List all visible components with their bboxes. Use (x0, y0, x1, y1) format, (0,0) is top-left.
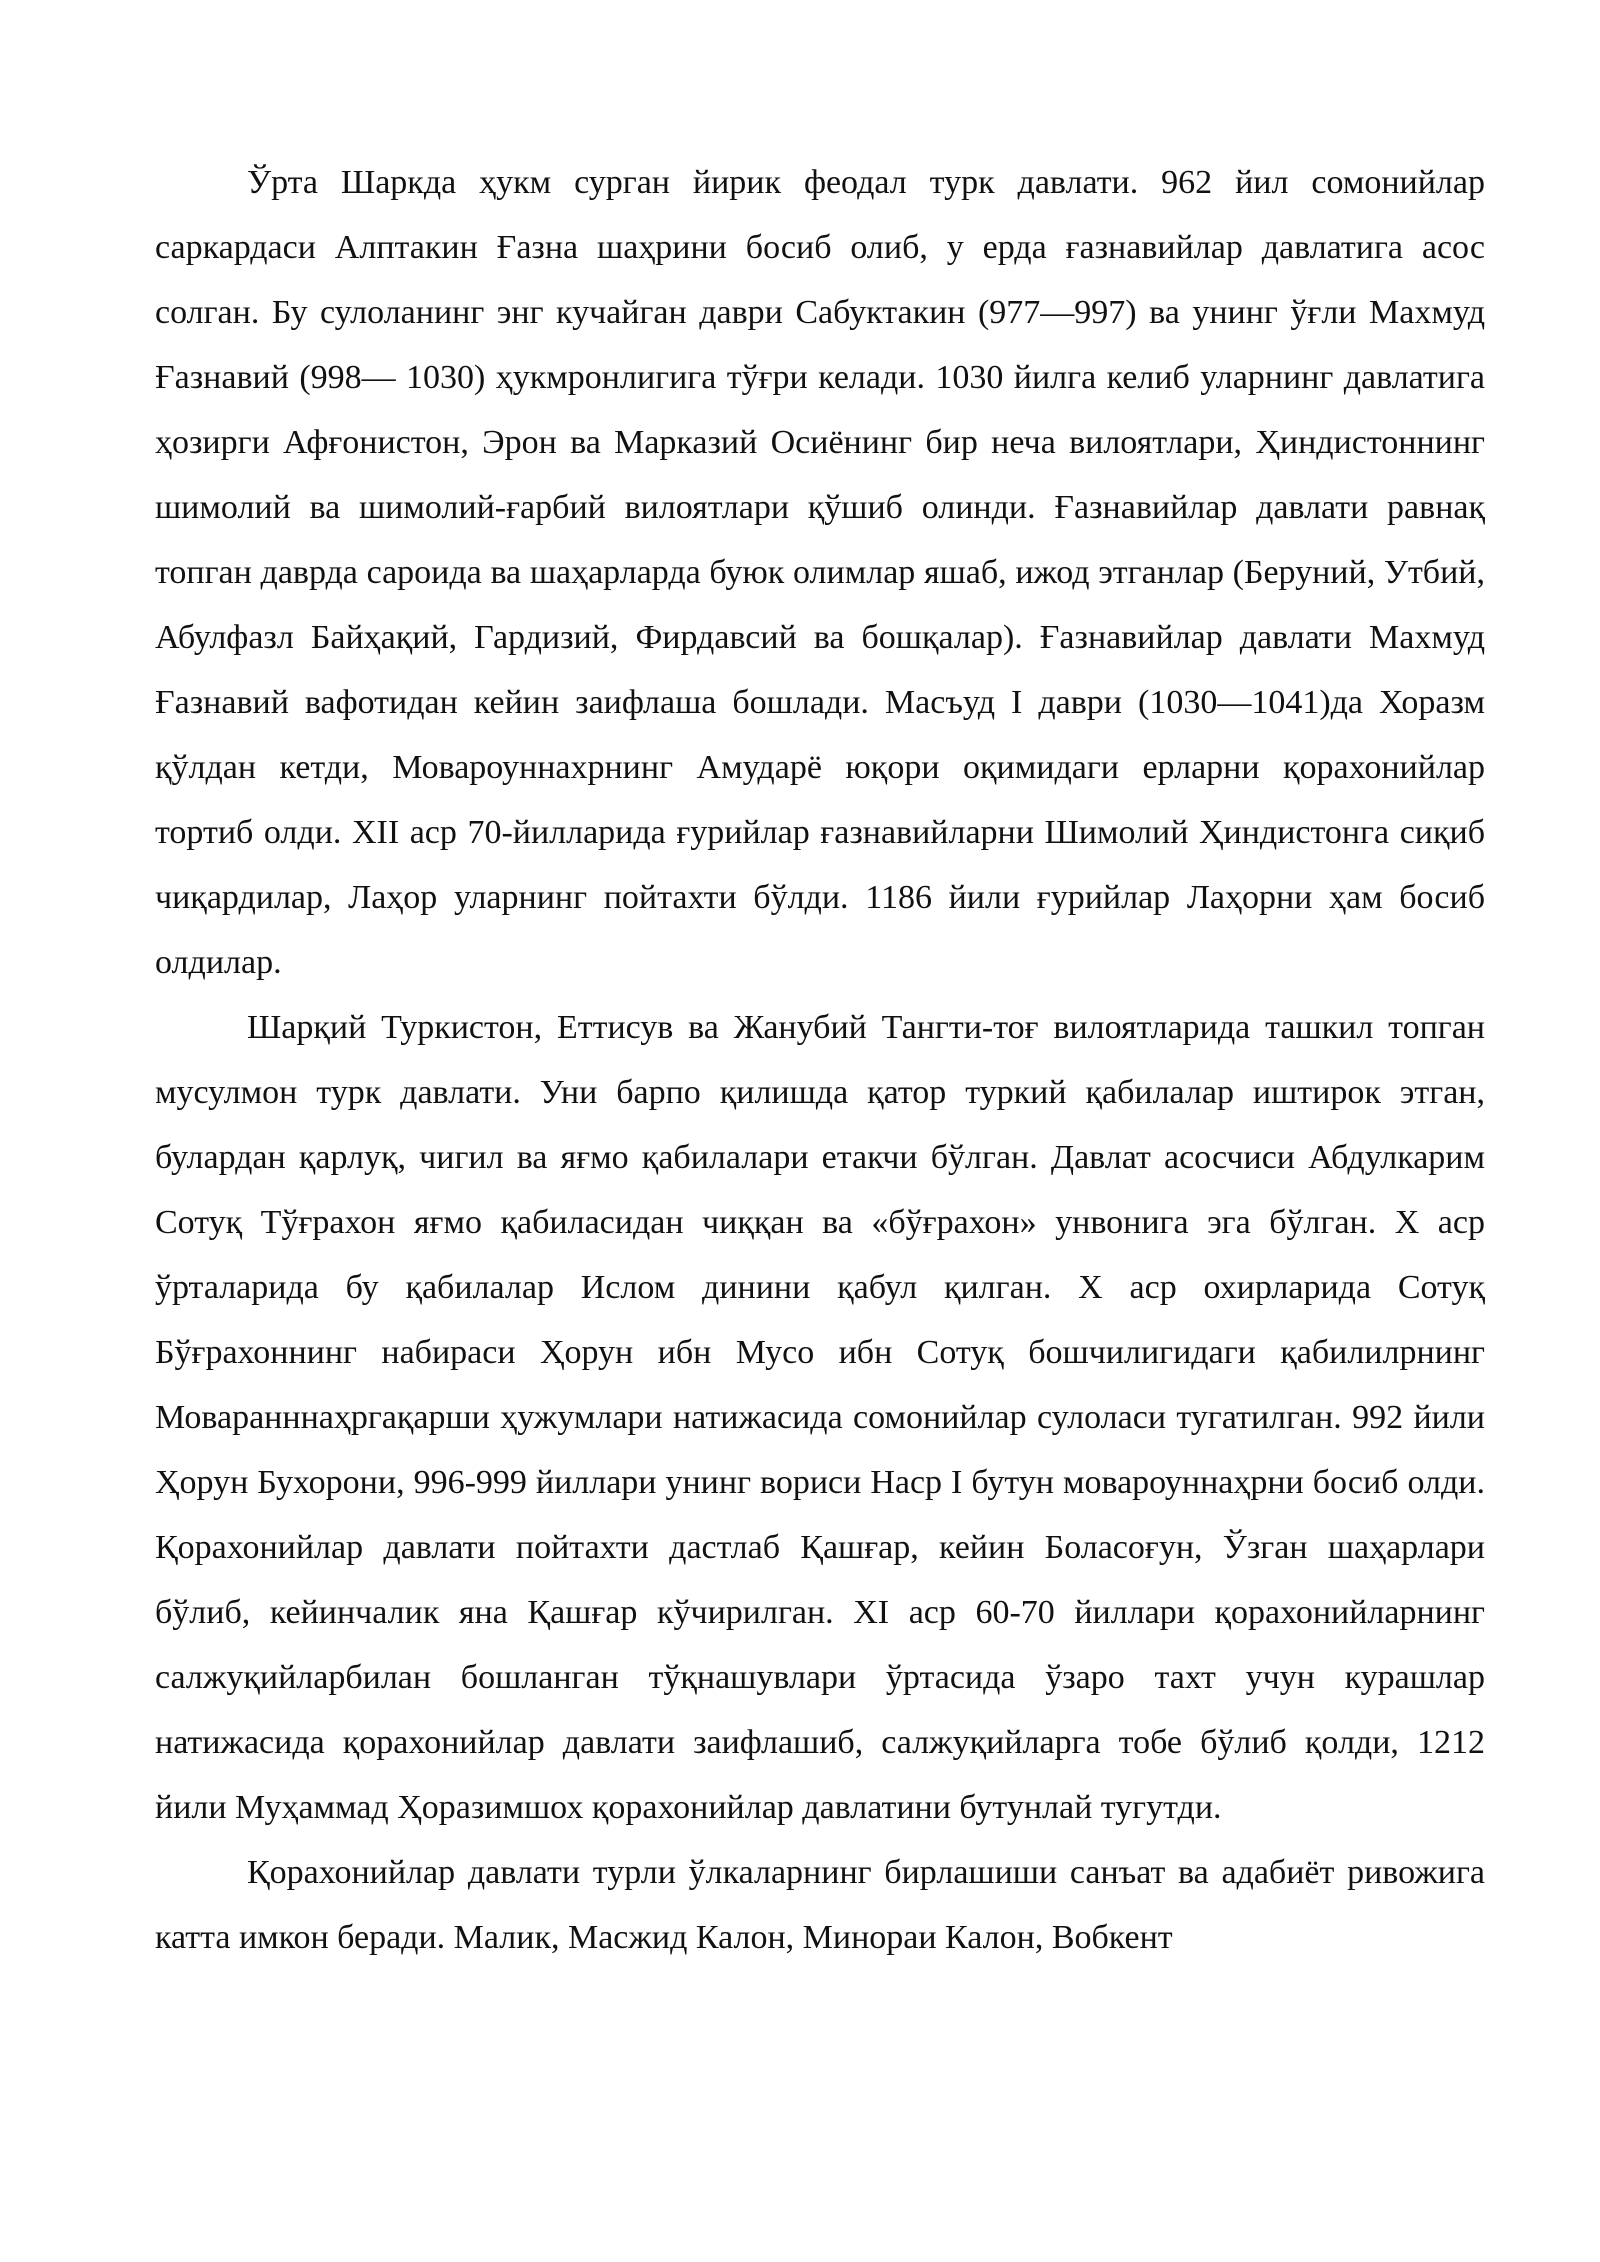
paragraph-karakhanids: Шарқий Туркистон, Еттисув ва Жанубий Тангти-тоғ вилоятларида ташкил топган мусулмон турк давлати. Уни барпо қилишда қатор туркий қабилалар иштирок этган, булардан қарлуқ, чигил ва яғмо қабилалари етакчи бўлган. Давлат асосчиси Абдулкарим Сотуқ Тўғрахон яғмо қабиласидан чиққан ва «бўғрахон» унвонига эга бўлган. X аср ўрталарида бу қабилалар Ислом динини қабул қилган. X аср охирларида Сотуқ Бўғрахоннинг набираси Ҳорун ибн Мусо ибн Сотуқ бошчилигидаги қабилилрнинг Моваранннаҳргақарши ҳужумлари натижасида сомонийлар сулоласи тугатилган. 992 йили Ҳорун Бухорони, 996-999 йиллари унинг вориси Наср I бутун мовароуннаҳрни босиб олди. Қорахонийлар давлати пойтахти дастлаб Қашғар, кейин Боласоғун, Ўзган шаҳарлари бўлиб, кейинчалик яна Қашғар кўчирилган. XI аср 60-70 йиллари қорахонийларнинг салжуқийларбилан бошланган тўқнашувлари ўртасида ўзаро тахт учун курашлар натижасида қорахонийлар давлати заифлашиб, салжуқийларга тобе бўлиб қолди, 1212 йили Муҳаммад Ҳоразимшох қорахонийлар давлатини бутунлай тугутди. (155, 1009, 1485, 1826)
paragraph-ghaznavids: Ўрта Шаркда ҳукм сурган йирик феодал турк давлати. 962 йил сомонийлар саркардаси Алптакин Ғазна шаҳрини босиб олиб, у ерда ғазнавийлар давлатига асос солган. Бу сулоланинг энг кучайган даври Сабуктакин (977—997) ва унинг ўғли Махмуд Ғазнавий (998— 1030) ҳукмронлигига тўғри келади. 1030 йилга келиб уларнинг давлатига ҳозирги Афғонистон, Эрон ва Марказий Осиёнинг бир неча вилоятлари, Ҳиндистоннинг шимолий ва шимолий-ғарбий вилоятлари қўшиб олинди. Ғазнавийлар давлати равнақ топган даврда сароида ва шаҳарларда буюк олимлар яшаб, ижод этганлар (Беруний, Утбий, Абулфазл Байҳақий, Гардизий, Фирдавсий ва бошқалар). Ғазнавийлар давлати Махмуд Ғазнавий вафотидан кейин заифлаша бошлади. Масъуд I даври (1030—1041)да Хоразм қўлдан кетди, Мовароуннахрнинг Амударё юқори оқимидаги ерларни қорахонийлар тортиб олди. XII аср 70-йилларида ғурийлар ғазнавийларни Шимолий Ҳиндистонга сиқиб чиқардилар, Лаҳор уларнинг пойтахти бўлди. 1186 йили ғурийлар Лаҳорни ҳам босиб олдилар. (155, 164, 1485, 981)
document-page (155, 150, 1485, 1970)
paragraph-karakhanid-culture: Қорахонийлар давлати турли ўлкаларнинг бирлашиши санъат ва адабиёт ривожига катта имкон беради. Малик, Масжид Калон, Минораи Калон, Вобкент (155, 1854, 1485, 1956)
